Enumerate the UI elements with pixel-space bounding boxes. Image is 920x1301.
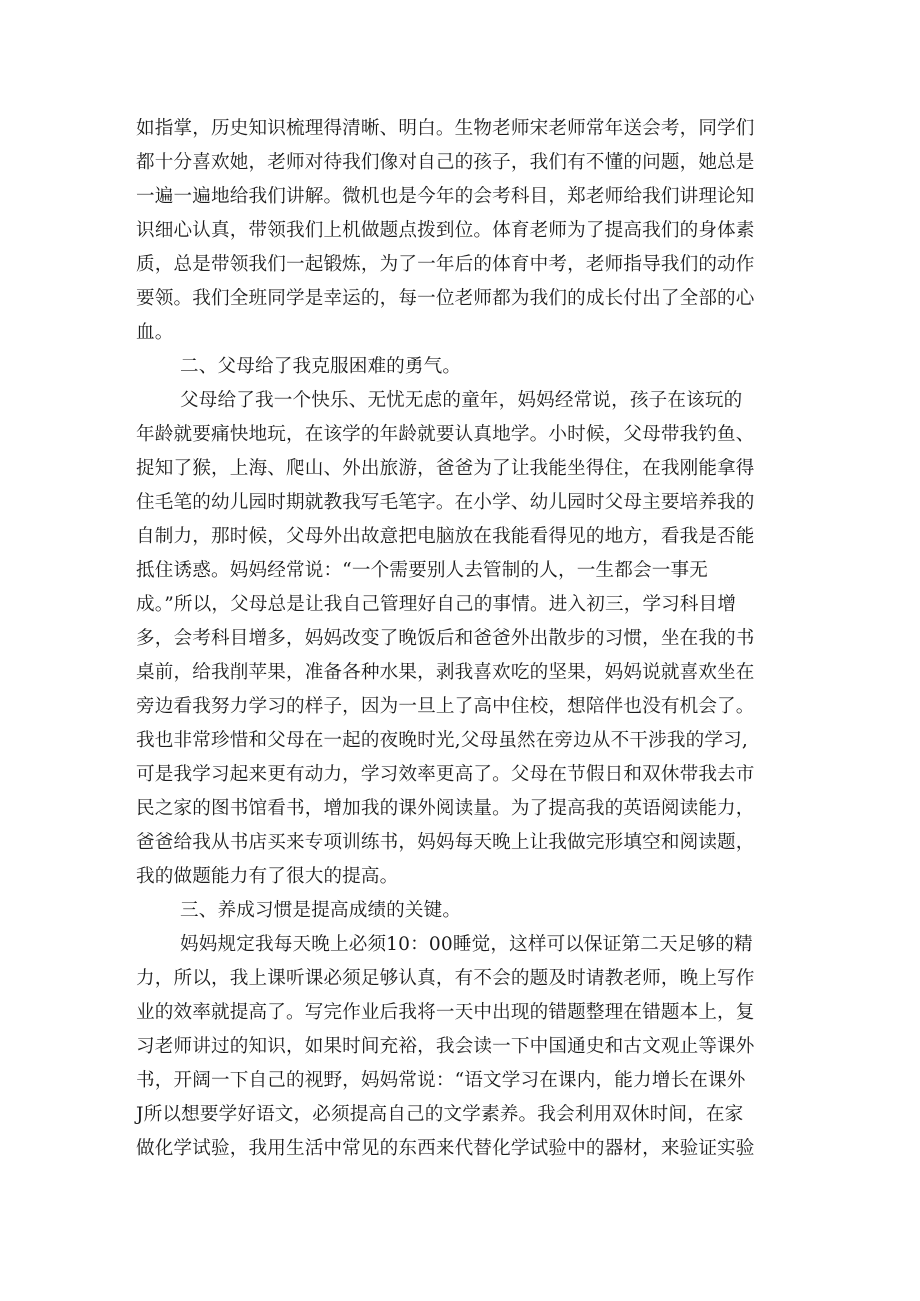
text-line: 可是我学习起来更有动力，学习效率更高了。父母在节假日和双休带我去市 (136, 764, 755, 785)
paragraph-first-line: 父母给了我一个快乐、无忧无虑的童年，妈妈经常说，孩子在该玩的 (180, 390, 743, 411)
text-line: 爸爸给我从书店买来专项训练书，妈妈每天晚上让我做完形填空和阅读题， (136, 832, 755, 853)
text-line: 习老师讲过的知识，如果时间充裕，我会读一下中国通史和古文观止等课外 (136, 1036, 755, 1057)
text-line: 桌前，给我削苹果，准备各种水果，剥我喜欢吃的坚果，妈妈说就喜欢坐在 (136, 662, 755, 683)
text-line: 质，总是带领我们一起锻炼，为了一年后的体育中考，老师指导我们的动作 (136, 254, 755, 275)
paragraph-first-line: 二、父母给了我克服困难的勇气。 (180, 356, 462, 377)
text-line: 做化学试验，我用生活中常见的东西来代替化学试验中的器材，来验证实验 (136, 1138, 755, 1159)
text-line: 多，会考科目增多，妈妈改变了晚饭后和爸爸外出散步的习惯，坐在我的书 (136, 628, 755, 649)
text-line: 民之家的图书馆看书，增加我的课外阅读量。为了提高我的英语阅读能力， (136, 798, 755, 819)
text-line: 要领。我们全班同学是幸运的，每一位老师都为我们的成长付出了全部的心 (136, 288, 755, 309)
text-line: 旁边看我努力学习的样子，因为一旦上了高中住校，想陪伴也没有机会了。 (136, 696, 755, 717)
text-line: 如指掌，历史知识梳理得清晰、明白。生物老师宋老师常年送会考，同学们 (136, 118, 755, 139)
text-line: 捉知了猴，上海、爬山、外出旅游，爸爸为了让我能坐得住，在我刚能拿得 (136, 458, 755, 479)
text-line: J所以想要学好语文，必须提高自己的文学素养。我会利用双休时间，在家 (136, 1104, 744, 1125)
paragraph-first-line: 妈妈规定我每天晚上必须10：00睡觉，这样可以保证第二天足够的精 (180, 934, 753, 955)
text-line: 力，所以，我上课听课必须足够认真，有不会的题及时请教老师，晚上写作 (136, 968, 755, 989)
text-line: 住毛笔的幼儿园时期就教我写毛笔字。在小学、幼儿园时父母主要培养我的 (136, 492, 755, 513)
text-line: 抵住诱惑。妈妈经常说：“一个需要别人去管制的人，一生都会一事无 (136, 560, 708, 581)
text-line: 一遍一遍地给我们讲解。微机也是今年的会考科目，郑老师给我们讲理论知 (136, 186, 755, 207)
text-line: 年龄就要痛快地玩，在该学的年龄就要认真地学。小时候，父母带我钓鱼、 (136, 424, 755, 445)
text-line: 业的效率就提高了。写完作业后我将一天中出现的错题整理在错题本上，复 (136, 1002, 755, 1023)
text-line: 我也非常珍惜和父母在一起的夜晚时光,父母虽然在旁边从不干涉我的学习, (136, 730, 748, 751)
text-line: 自制力，那时候，父母外出故意把电脑放在我能看得见的地方，看我是否能 (136, 526, 755, 547)
text-line: 书，开阔一下自己的视野，妈妈常说：“语文学习在课内，能力增长在课外 (136, 1070, 746, 1091)
text-line: 识细心认真，带领我们上机做题点拨到位。体育老师为了提高我们的身体素 (136, 220, 755, 241)
paragraph-first-line: 三、养成习惯是提高成绩的关键。 (180, 900, 462, 921)
text-line: 都十分喜欢她，老师对待我们像对自己的孩子，我们有不懂的问题，她总是 (136, 152, 755, 173)
text-line: 血。 (136, 322, 174, 343)
text-line: 我的做题能力有了很大的提高。 (136, 866, 399, 887)
text-line: 成。”所以，父母总是让我自己管理好自己的事情。进入初三，学习科目增 (136, 594, 737, 615)
document-body (136, 112, 796, 1166)
